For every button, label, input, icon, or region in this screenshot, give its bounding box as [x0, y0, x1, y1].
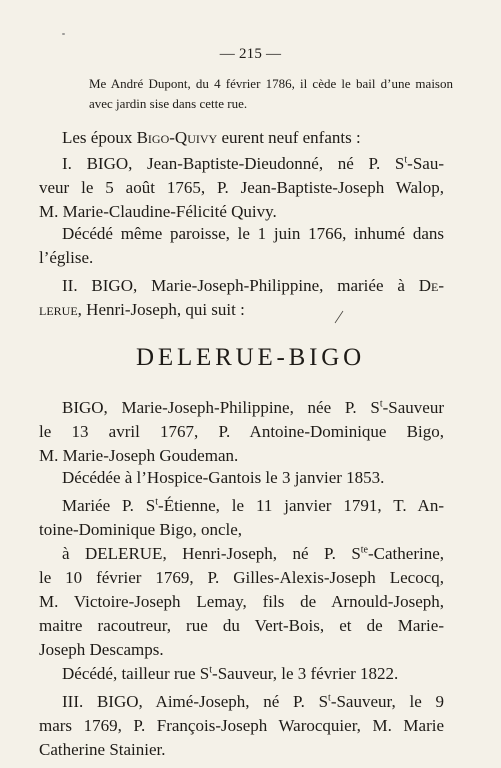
delerue-small-caps-end: lerue — [39, 300, 78, 319]
bigo3-line-1-end: -Sauveur, le 9 — [330, 692, 444, 711]
bigo2-line-1 — [62, 274, 444, 298]
married-line-3 — [62, 542, 444, 566]
married-line-3-sup: te — [360, 544, 368, 556]
bigo1-line-1-sup: t — [404, 154, 408, 166]
bigo2-line-1-text: II. BIGO, Marie-Joseph-Philippine, mariée à — [62, 276, 419, 295]
married-line-8-start: Décédé, tailleur rue S — [62, 664, 210, 683]
bigo3-line-2: mars 1769, P. François-Joseph Warocquier, M. Marie — [39, 716, 444, 735]
married-line-6: maitre racoutreur, rue du Vert-Bois, et de Marie- — [39, 616, 444, 635]
married-line-8 — [62, 662, 398, 686]
children-intro-ending: eurent neuf enfants : — [217, 128, 361, 147]
bigo2-line-2 — [39, 298, 245, 322]
bigo1-line-5: l’église. — [39, 248, 94, 267]
married-line-1 — [62, 494, 444, 518]
bigo3-line-1 — [62, 690, 444, 714]
married-line-1-start: Mariée P. S — [62, 496, 156, 515]
delerue-line-1-sup: t — [379, 398, 383, 410]
children-intro-text: Les époux — [62, 128, 137, 147]
section-title: DELERUE-BIGO — [136, 344, 365, 371]
delerue-line-1 — [62, 396, 444, 420]
married-line-8-end: -Sauveur, le 3 février 1822. — [212, 664, 399, 683]
bigo1-line-1 — [62, 152, 444, 176]
delerue-line-1-end: -Sauveur — [382, 398, 444, 417]
married-line-8-sup: t — [209, 664, 213, 676]
bigo1-line-3: M. Marie-Claudine-Félicité Quivy. — [39, 202, 277, 221]
bigo1-line-4: Décédé même paroisse, le 1 juin 1766, inhumé dans — [62, 224, 444, 243]
delerue-line-4: Décédée à l’Hospice-Gantois le 3 janvier 1853. — [62, 468, 385, 487]
page-number: — 215 — — [219, 46, 282, 62]
married-line-3-end: -Catherine, — [368, 544, 444, 563]
bigo3-line-1-start: III. BIGO, Aimé-Joseph, né P. S — [62, 692, 329, 711]
bigo3-line-1-sup: t — [328, 692, 331, 704]
family-name-small-caps: Bigo-Quivy — [136, 128, 218, 147]
bigo1-line-1-end: -Sau- — [407, 154, 444, 173]
married-line-1-end: -Étienne, le 11 janvier 1791, T. An- — [158, 496, 444, 515]
delerue-line-2: le 13 avril 1767, P. Antoine-Dominique Bigo, — [39, 422, 444, 441]
married-line-4: le 10 février 1769, P. Gilles-Alexis-Joseph Lecocq, — [39, 568, 444, 587]
married-line-3-start: à DELERUE, Henri-Joseph, né P. S — [62, 544, 361, 563]
married-line-5: M. Victoire-Joseph Lemay, fils de Arnould-Joseph, — [39, 592, 444, 611]
delerue-small-caps-start: De- — [418, 276, 444, 295]
married-line-1-sup: t — [155, 496, 159, 508]
bigo1-line-1-text: I. BIGO, Jean-Baptiste-Dieudonné, né P. S — [62, 154, 405, 173]
delerue-line-1-text: BIGO, Marie-Joseph-Philippine, née P. S — [62, 398, 380, 417]
children-intro-line — [62, 126, 361, 150]
delerue-line-3: M. Marie-Joseph Goudeman. — [39, 446, 239, 465]
ink-speck — [62, 33, 65, 35]
bigo3-line-3: Catherine Stainier. — [39, 740, 166, 759]
married-line-2: toine-Dominique Bigo, oncle, — [39, 520, 243, 539]
married-line-7: Joseph Descamps. — [39, 640, 164, 659]
bigo2-line-2-end: , Henri-Joseph, qui suit : — [77, 300, 245, 319]
intro-note: Me André Dupont, du 4 février 1786, il cède le bail d’une maison avec jardin sise dans cette rue. — [89, 76, 453, 111]
bigo1-line-2: veur le 5 août 1765, P. Jean-Baptiste-Joseph Walop, — [39, 178, 444, 197]
pencil-mark — [334, 310, 344, 324]
